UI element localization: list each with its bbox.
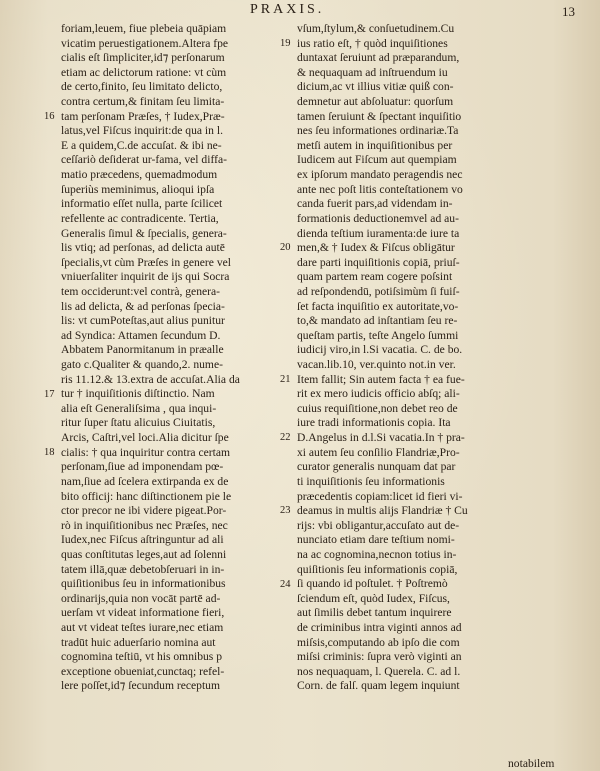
text-line: ris 11.12.& 13.extra de accuſat.Alia da [61,372,240,386]
text-line: ad Syndica: Attamen ſecundum D. [61,328,221,342]
text-line: cialis: † qua inquiritur contra certam [61,445,231,459]
text-line: men,& † Iudex & Fiſcus obligātur [297,241,455,255]
text-line: quiſitionis ſeu informationis copiā, [297,562,458,576]
text-line: lis: vt cumPoteſtas,aut alius punitur [61,314,225,328]
text-line: tradūt huic aduerſario nomina aut [61,635,216,649]
text-line: curator generalis nunquam dat par [297,460,456,474]
text-line: Iudex,nec Fiſcus aſtringuntur ad ali [61,533,224,547]
marginal-number: 21 [280,373,291,385]
text-line: ante nec poſt litis conteſtationem vo [297,182,463,196]
marginal-number: 23 [280,505,291,517]
text-line: tamen ſeruiunt & ſpectant inquiſitio [297,109,462,123]
text-line: lis vtiq; ad perſonas, ad delicta autē [61,241,225,255]
text-line: iudicij viro,in l.Si vacatia. C. de bo. [297,343,463,357]
text-line: quiſitionibus ſeu in informationibus [61,577,226,591]
text-line: cuius requiſitione,non debet reo de [297,401,458,415]
right-text-column [297,22,563,694]
text-line: ex ipſorum mandato peragendis nec [297,168,463,182]
marginal-number: 18 [44,446,55,458]
text-line: Generalis ſimul & ſpecialis, genera- [61,226,227,240]
marginal-number: 24 [280,578,291,590]
text-line: gato c.Qualiter & quando,2. nume- [61,358,223,372]
text-line: tam perſonam Præſes, † Iudex,Præ- [61,109,225,123]
text-line: dicium,ac vt illius vitiæ quiß con- [297,80,454,94]
text-line: bito officij: hanc diſtinctionem pie le [61,489,232,503]
text-line: tur † inquiſitionis diſtinctio. Nam [61,387,215,401]
text-line: quas conſtitutas leges,aut ad ſolenni [61,547,227,561]
marginal-number: 17 [44,388,55,400]
text-line: ſpecialis,vt cùm Præſes in genere vel [61,255,231,269]
text-line: metſi autem in inquiſitionibus per [297,138,453,152]
text-line: nos nequaquam, l. Querela. C. ad l. [297,664,461,678]
text-line: nam,ſiue ad ſcelera extirpanda ex de [61,474,229,488]
running-title: PRAXIS. [250,2,325,17]
text-line: Iudicem aut Fiſcum aut quempiam [297,153,457,167]
text-line: quam partem ream cogere poſsint [297,270,453,284]
marginal-number: 19 [280,37,291,49]
text-line: latus,vel Fiſcus inquirit:de qua in l. [61,124,223,138]
text-line: perſonam,ſiue ad imponendam pœ- [61,460,224,474]
text-line: ti inquiſitionis ſeu informationis [297,474,445,488]
text-line: vicatim peruestigationem.Altera fpe [61,36,229,50]
text-line: Corn. de falſ. quam legem inquiunt [297,679,460,693]
text-line: ritur ſuper ſtatu alicuius Ciuitatis, [61,416,216,430]
text-line: & nequaquam ad inſtruendum iu [297,65,448,79]
text-line: aut ſimilis debet tantum inquirere [297,606,452,620]
text-line: canda fuerit pars,ad videndam in- [297,197,453,211]
text-line: deamus in multis alijs Flandriæ † Cu [297,504,468,518]
text-line: foriam,leuem, fiue plebeia quāpiam [61,22,227,35]
text-line: duntaxat ſeruiunt ad præparandum, [297,51,460,65]
marginal-number: 20 [280,242,291,254]
text-line: na ac cognomina,necnon totius in- [297,547,457,561]
text-line: rijs: vbi obligantur,accuſato aut de- [297,518,460,532]
text-line: E a quidem,C.de accuſat. & ibi ne- [61,138,222,152]
text-line: præcedentis copiam:licet id fieri vi- [297,489,463,503]
text-line: cognomina teſtiū, vt his omnibus p [61,650,223,664]
text-line: Abbatem Panormitanum in præalle [61,343,224,357]
text-line: informatio eſſet nulla, parte ſcilicet [61,197,223,211]
text-line: D.Angelus in d.l.Si vacatia.In † pra- [297,431,465,445]
catchword: notabilem [508,757,555,770]
text-line: tatem illā,quæ debetobſeruari in in- [61,562,225,576]
text-line: ius ratio eſt, † quòd inquiſitiones [297,36,448,50]
text-line: lis ad delicta, & ad perſonas ſpecia- [61,299,225,313]
marginal-number: 16 [44,110,55,122]
text-line: nes ſeu informationes ordinariæ.Ta [297,124,459,138]
text-line: xi autem ſeu conſilio Flandriæ,Pro- [297,445,460,459]
text-line: aut vt videat teſtes iurare,nec etiam [61,620,224,634]
text-line: etiam ac delictorum ratione: vt cùm [61,65,227,79]
text-line: rit ex mero iudicis officio abſq; ali- [297,387,460,401]
marginal-number: 22 [280,432,291,444]
text-line: contra certum,& finitam ſeu limita- [61,95,225,109]
text-line: ſciendum eſt, quòd Iudex, Fiſcus, [297,591,450,605]
text-line: vniuerſaliter inquirit de ijs qui Socra [61,270,230,284]
text-line: demnetur aut abſoluatur: quorſum [297,95,454,109]
text-line: refellente ac contradicente. Tertia, [61,211,219,225]
text-line: miſsi criminis: ſupra verò viginti an [297,650,462,664]
text-line: uerſam vt videat informatione fieri, [61,606,225,620]
text-line: Item fallit; Sin autem facta † ea fue- [297,372,465,386]
text-line: matio præcedens, quemadmodum [61,168,218,182]
text-line: vacan.lib.10, ver.quinto not.in ver. [297,358,456,372]
text-line: miſsis,computando ab ipſo die com [297,635,460,649]
text-line: dienda teſtium iuramenta:de iure ta [297,226,460,240]
text-line: vſum,ſtylum,& conſuetudinem.Cu [297,22,455,35]
text-line: to,& mandato ad inſtantiam ſeu re- [297,314,458,328]
text-line: alia eſt Generaliſsima , qua inqui- [61,401,217,415]
text-line: ſi quando id poſtulet. † Poſtremò [297,577,448,591]
text-line: ad reſpondendū, potiſsimùm ſi fuiſ- [297,284,460,298]
text-line: nunciato etiam dare teſtium nomi- [297,533,455,547]
text-line: iure tradi informationis copia. Ita [297,416,451,430]
text-line: ſet facta inquiſitio ex autoritate,vo- [297,299,459,313]
text-line: exceptione obueniat,cunctaq; refel- [61,664,225,678]
text-line: ſuperiùs meminimus, alioqui ipſa [61,182,215,196]
text-line: formationis deductionemvel ad au- [297,211,459,225]
text-line: ceſſariò deſiderat ur-fama, vel diffa- [61,153,227,167]
text-line: Arcis, Caſtri,vel loci.Alia dicitur ſpe [61,431,229,445]
text-line: de certo,finito, ſeu limitato delicto, [61,80,223,94]
left-text-column [61,22,279,694]
text-line: lere poſſet,id⁊ ſecundum receptum [61,679,221,693]
text-line: cialis eſt ſimpliciter,id⁊ perſonarum [61,51,225,65]
text-line: ordinarijs,quia non vocāt partē ad- [61,591,221,605]
text-line: ctor precor ne ibi videre pigeat.Por- [61,504,227,518]
text-line: de criminibus intra viginti annos ad [297,620,462,634]
text-line: dare parti inquiſitionis copiā, priuſ- [297,255,460,269]
page-number: 13 [562,4,575,19]
text-line: queſtam partis, teſte Angelo ſummi [297,328,459,342]
text-line: tem occiderunt:vel contrà, genera- [61,284,221,298]
text-line: rò in inquiſitionibus nec Præſes, nec [61,518,228,532]
